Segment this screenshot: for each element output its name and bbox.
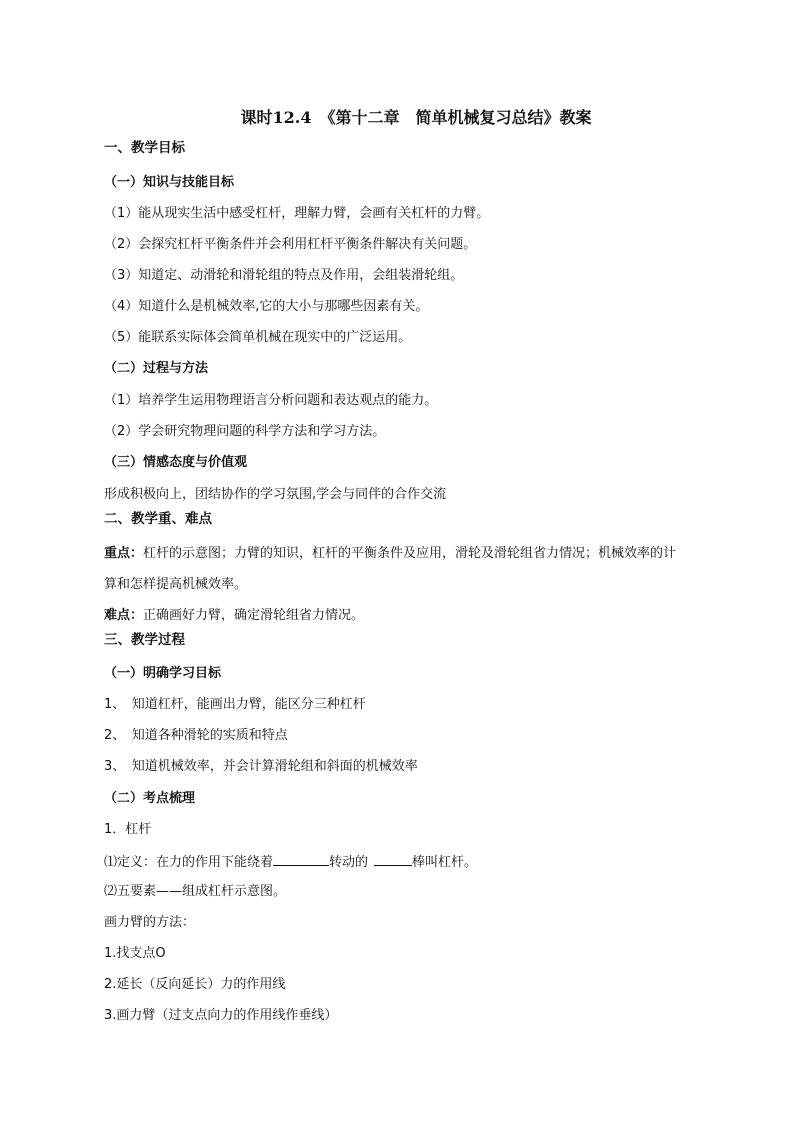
key-points-label: 重点： — [104, 546, 144, 561]
key-points-text: 杠杆的示意图；力臂的知识，杠杆的平衡条件及应用，滑轮及滑轮组省力情况；机械效率的计 — [143, 546, 677, 561]
method-heading: 画力臂的方法： — [104, 915, 196, 930]
list-item: 3、 知道机械效率，并会计算滑轮组和斜面的机械效率 — [104, 759, 418, 774]
list-item: （1）培养学生运用物理语言分析问题和表达观点的能力。 — [104, 393, 438, 408]
section-2-heading: 二、教学重、难点 — [104, 511, 212, 527]
document-title: 课时12.4 《第十二章 简单机械复习总结》教案 — [240, 108, 592, 127]
list-item: （5）能联系实际体会简单机械在现实中的广泛运用。 — [104, 330, 412, 345]
method-step: 3.画力臂（过支点向力的作用线作垂线） — [104, 1008, 338, 1023]
five-elements-line: ⑵五要素——组成杠杆示意图。 — [104, 884, 287, 899]
difficulty-label: 难点： — [104, 608, 144, 623]
definition-text-a: ⑴定义：在力的作用下能绕着 — [104, 855, 274, 870]
list-item: （1）能从现实生活中感受杠杆，理解力臂，会画有关杠杆的力臂。 — [104, 206, 490, 221]
method-step: 1.找支点O — [104, 946, 166, 961]
section-1-heading: 一、教学目标 — [104, 140, 185, 156]
list-item: （3）知道定、动滑轮和滑轮组的特点及作用，会组装滑轮组。 — [104, 268, 464, 283]
subsection-review-heading: （二）考点梳理 — [104, 791, 196, 806]
definition-text-b: 转动的 — [329, 855, 369, 870]
attitude-text: 形成积极向上，团结协作的学习氛围,学会与同伴的合作交流 — [104, 487, 447, 502]
key-points-line-1 — [104, 546, 676, 562]
list-item: （2）会探究杠杆平衡条件并会利用杠杆平衡条件解决有关问题。 — [104, 237, 477, 252]
subsection-attitude-heading: （三）情感态度与价值观 — [104, 455, 248, 470]
fill-blank-1 — [273, 853, 329, 866]
section-3-heading: 三、教学过程 — [104, 632, 185, 648]
subsection-knowledge-heading: （一）知识与技能目标 — [104, 175, 235, 190]
key-points-line-2: 算和怎样提高机械效率。 — [104, 577, 248, 592]
definition-text-c: 棒叫杠杆。 — [412, 855, 478, 870]
difficulty-text: 正确画好力臂，确定滑轮组省力情况。 — [143, 608, 365, 623]
list-item: 1、 知道杠杆，能画出力臂，能区分三种杠杆 — [104, 697, 366, 712]
fill-blank-2 — [374, 853, 412, 866]
list-item: 2、 知道各种滑轮的实质和特点 — [104, 728, 288, 743]
lever-heading: 1．杠杆 — [104, 822, 152, 837]
subsection-process-heading: （二）过程与方法 — [104, 361, 209, 376]
lever-definition — [104, 853, 477, 871]
list-item: （2）学会研究物理问题的科学方法和学习方法。 — [104, 424, 386, 439]
difficulty-line — [104, 608, 364, 624]
subsection-goals-heading: （一）明确学习目标 — [104, 666, 222, 681]
method-step: 2.延长（反向延长）力的作用线 — [104, 977, 286, 992]
list-item: （4）知道什么是机械效率,它的大小与那哪些因素有关。 — [104, 299, 429, 314]
